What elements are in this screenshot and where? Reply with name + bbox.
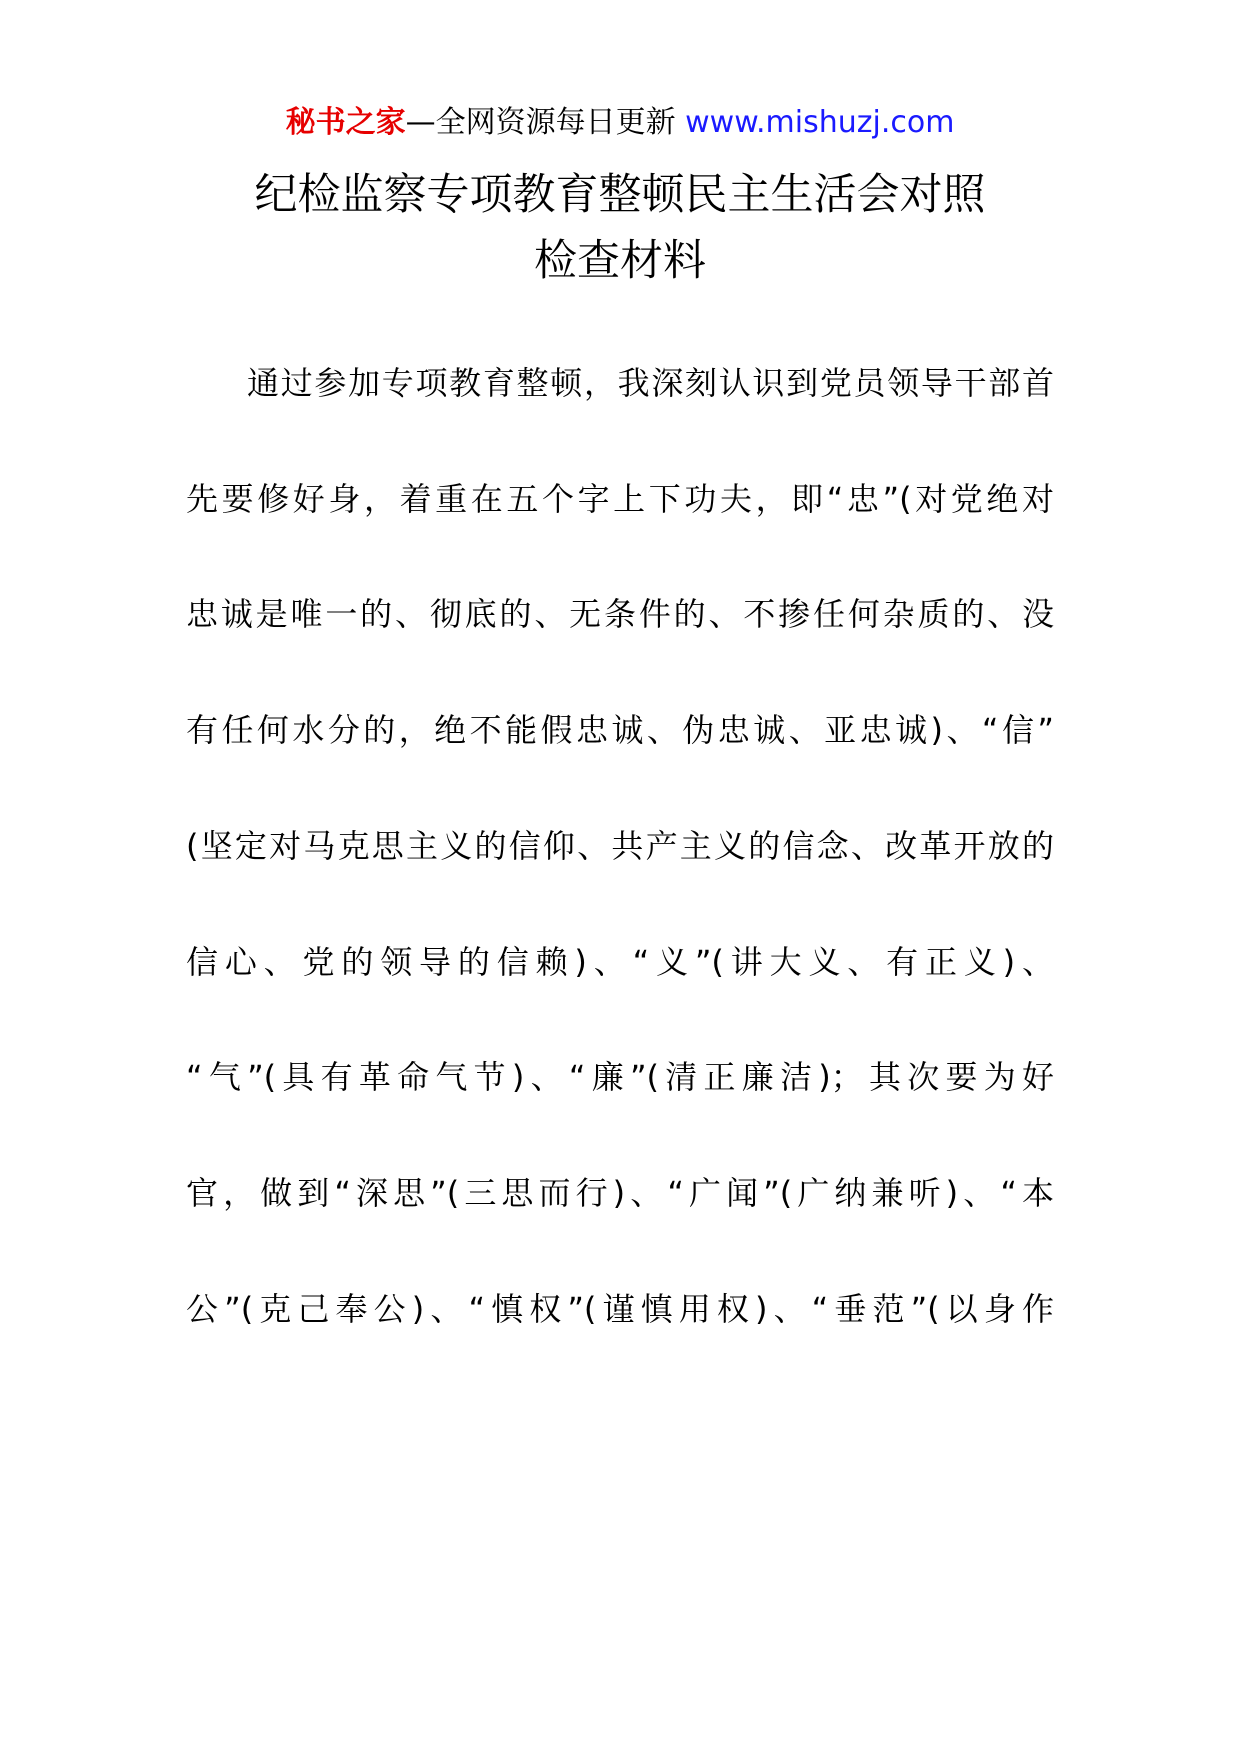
paragraph-line: (坚定对马克思主义的信仰、共产主义的信念、改革开放的 bbox=[186, 827, 1054, 865]
paragraph-line: 信心、党的领导的信赖)、“义”(讲大义、有正义)、 bbox=[186, 943, 1054, 981]
paragraph-line: 通过参加专项教育整顿，我深刻认识到党员领导干部首 bbox=[247, 364, 1054, 402]
paragraph-line: “气”(具有革命气节)、“廉”(清正廉洁)；其次要为好 bbox=[186, 1058, 1054, 1096]
paragraph-line: 公”(克己奉公)、“慎权”(谨慎用权)、“垂范”(以身作 bbox=[186, 1290, 1054, 1328]
document-title-line-1: 纪检监察专项教育整顿民主生活会对照 bbox=[254, 170, 986, 220]
paragraph-line: 官，做到“深思”(三思而行)、“广闻”(广纳兼听)、“本 bbox=[186, 1174, 1054, 1212]
paragraph-line: 有任何水分的，绝不能假忠诚、伪忠诚、亚忠诚)、“信” bbox=[186, 711, 1054, 749]
paragraph-line: 先要修好身，着重在五个字上下功夫，即“忠”(对党绝对 bbox=[186, 480, 1054, 518]
paragraph-line: 忠诚是唯一的、彻底的、无条件的、不掺任何杂质的、没 bbox=[186, 595, 1054, 633]
site-brand: 秘书之家 bbox=[285, 105, 406, 140]
document-title-line-2: 检查材料 bbox=[534, 236, 706, 286]
site-url-link[interactable]: www.mishuzj.com bbox=[685, 105, 955, 140]
site-tagline: —全网资源每日更新 bbox=[405, 105, 676, 140]
site-header bbox=[0, 103, 1240, 143]
